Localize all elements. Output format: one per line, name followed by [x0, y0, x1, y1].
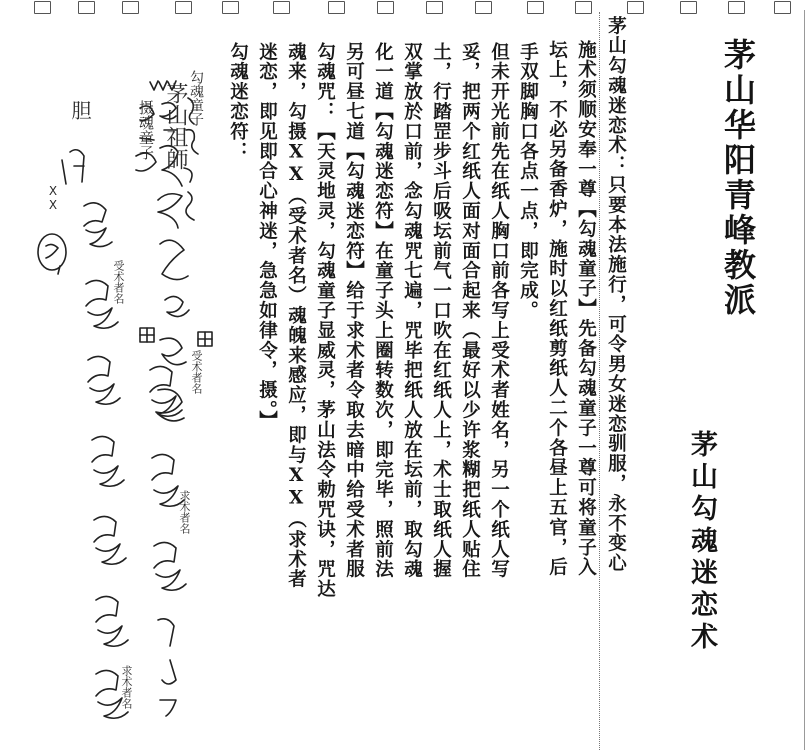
- binding-hole: [426, 1, 443, 14]
- text-column: 化一道【勾魂迷恋符】在童子头上圈转数次，即完毕，照前法: [372, 42, 394, 580]
- name-placeholder: 受术者名: [190, 350, 203, 394]
- talisman-label: 勾魂童子: [188, 70, 204, 126]
- binding-hole: [680, 1, 697, 14]
- text-column: 迷恋，即见即合心神迷，急急如律令，摄。】: [256, 42, 278, 431]
- text-column: 勾魂迷恋符：: [227, 42, 249, 162]
- binding-hole: [774, 1, 791, 14]
- text-column: 妥，把两个红纸人面对面合起来（最好以少许浆糊把纸人贴住: [459, 42, 481, 580]
- name-placeholder: 求术者名: [178, 490, 191, 534]
- text-column: 茅山勾魂迷恋术：只要本法施行，可令男女迷恋驯服，永不变心: [605, 16, 627, 574]
- binding-hole: [728, 1, 745, 14]
- binding-hole: [475, 1, 492, 14]
- seal-mark: ⅩⅩ: [46, 184, 60, 212]
- text-column: 坛上，不必另备香炉，施时以红纸剪纸人二个各昼上五官，后: [546, 40, 568, 578]
- name-placeholder: 受术者名: [112, 260, 125, 304]
- talisman-label: 摄魂童子: [137, 100, 155, 160]
- binding-hole: [328, 1, 345, 14]
- binding-hole: [222, 1, 239, 14]
- book-title: 茅山华阳青峰教派: [719, 38, 757, 318]
- talisman-label: 茅山祖師: [163, 82, 188, 170]
- section-title: 茅山勾魂迷恋术: [686, 430, 717, 654]
- binding-hole: [122, 1, 139, 14]
- text-column: 施术须顺安奉一尊【勾魂童子】先备勾魂童子一尊可将童子入: [575, 40, 597, 578]
- text-column: 手双脚胸口各点一点，即完成。: [517, 42, 539, 321]
- handwritten-talisman: [0, 60, 225, 750]
- binding-hole: [175, 1, 192, 14]
- page-edge-line: [804, 10, 805, 750]
- text-column: 魂来，勾摄ⅩⅩ（受术者名）魂魄来感应，即与ⅩⅩ（求术者: [285, 42, 307, 590]
- binding-hole: [527, 1, 544, 14]
- binding-holes-strip: [0, 0, 808, 16]
- text-column: 另可昼七道【勾魂迷恋符】给于求术者令取去暗中给受术者服: [343, 42, 365, 580]
- binding-hole: [34, 1, 51, 14]
- page-fold-line: [599, 12, 600, 750]
- text-column: 勾魂咒：【天灵地灵，勾魂童子显威灵，茅山法令勅咒诀，咒达: [314, 42, 336, 600]
- name-placeholder: 求术者名: [120, 665, 133, 709]
- binding-hole: [78, 1, 95, 14]
- talisman-label: 胆: [68, 100, 92, 120]
- talisman-drawing: [0, 60, 225, 750]
- text-column: 土，行踏罡步斗后吸坛前气一口吹在红纸人上，术士取纸人握: [430, 42, 452, 580]
- binding-hole: [627, 1, 644, 14]
- text-column: 双掌放於口前，念勾魂咒七遍，咒毕把纸人放在坛前，取勾魂: [401, 42, 423, 580]
- binding-hole: [575, 1, 592, 14]
- text-column: 但未开光前先在纸人胸口前各写上受术者姓名，另一个纸人写: [488, 42, 510, 580]
- binding-hole: [377, 1, 394, 14]
- binding-hole: [273, 1, 290, 14]
